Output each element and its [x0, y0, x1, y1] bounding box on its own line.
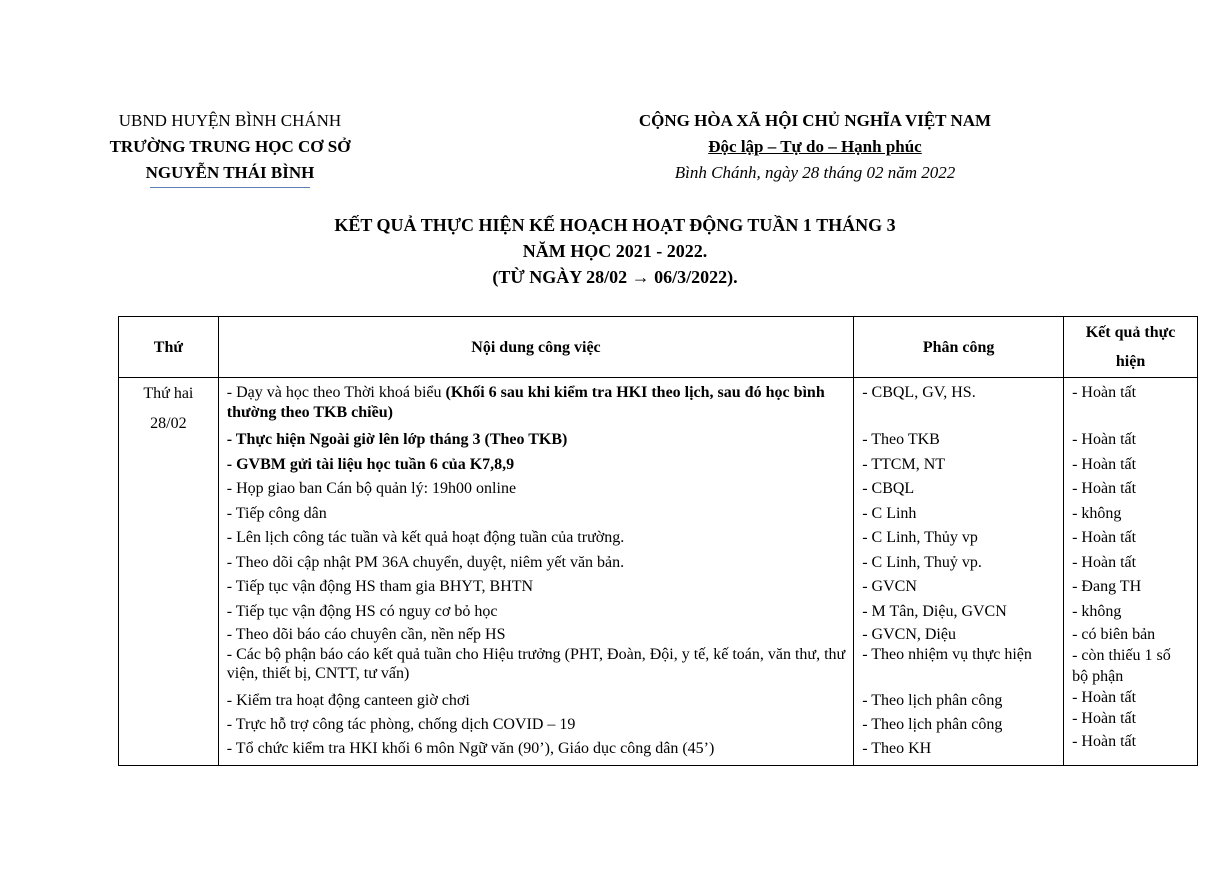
result-item: - không: [1072, 505, 1122, 522]
task-item: - Trực hỗ trợ công tác phòng, chống dịch COVID – 19: [226, 716, 576, 733]
results-cell: [1064, 378, 1198, 766]
result-item: - có biên bản: [1072, 626, 1156, 643]
assignment-item: - C Linh, Thuỷ vp.: [862, 554, 982, 571]
assignment-item: - CBQL: [862, 480, 915, 497]
day-cell: [119, 378, 219, 766]
result-item: - Hoàn tất: [1072, 456, 1137, 473]
result-item: - không: [1072, 603, 1122, 620]
document-title: [0, 212, 1230, 290]
issuer-block: [90, 108, 370, 188]
table-header-row: [119, 317, 1198, 378]
result-item: - Hoàn tất: [1072, 480, 1137, 497]
result-item: - Hoàn tất: [1072, 554, 1137, 571]
assignment-item: - TTCM, NT: [862, 456, 946, 473]
assignment-item: - GVCN: [862, 578, 917, 595]
task-item: - Thực hiện Ngoài giờ lên lớp tháng 3 (Theo TKB): [226, 431, 568, 448]
issuer-school-type: TRƯỜNG TRUNG HỌC CƠ SỞ: [109, 137, 351, 156]
assignment-item: - Theo lịch phân công: [862, 692, 1003, 709]
issuer-authority: UBND HUYỆN BÌNH CHÁNH: [118, 111, 342, 130]
title-line-2: NĂM HỌC 2021 - 2022.: [522, 241, 708, 261]
issuer-school-name: NGUYỄN THÁI BÌNH: [145, 163, 315, 182]
result-item: - Hoàn tất: [1072, 733, 1137, 750]
task-item: - Lên lịch công tác tuần và kết quả hoạt động tuần của trường.: [226, 529, 625, 546]
assignment-item: - M Tân, Diệu, GVCN: [862, 603, 1007, 620]
result-item: - Hoàn tất: [1072, 529, 1137, 546]
tasks-cell: [218, 378, 853, 766]
task-item: - Dạy và học theo Thời khoá biểu (Khối 6 sau khi kiểm tra HKI theo lịch, sau đó học bình thường theo TKB chiều): [226, 384, 825, 421]
result-item: - Hoàn tất: [1072, 710, 1137, 727]
task-item: - Theo dõi báo cáo chuyên cần, nền nếp HS: [226, 626, 506, 643]
national-motto: Độc lập – Tự do – Hạnh phúc: [708, 137, 922, 156]
table-row: [119, 378, 1198, 766]
task-item: - Theo dõi cập nhật PM 36A chuyển, duyệt, niêm yết văn bản.: [226, 554, 625, 571]
title-line-3: (TỪ NGÀY 28/02 → 06/3/2022).: [492, 267, 738, 287]
task-item: - Kiểm tra hoạt động canteen giờ chơi: [226, 692, 470, 709]
assignment-item: - Theo TKB: [862, 431, 940, 448]
task-item: - Tiếp tục vận động HS tham gia BHYT, BHTN: [226, 578, 534, 595]
activity-table: [118, 316, 1198, 766]
title-line-1: KẾT QUẢ THỰC HIỆN KẾ HOẠCH HOẠT ĐỘNG TUẦN 1 THÁNG 3: [334, 215, 896, 235]
assignment-item: - CBQL, GV, HS.: [862, 384, 976, 401]
result-item: - Hoàn tất: [1072, 384, 1137, 401]
country-name: CỘNG HÒA XÃ HỘI CHỦ NGHĨA VIỆT NAM: [638, 111, 992, 130]
document-date: Bình Chánh, ngày 28 tháng 02 năm 2022: [674, 163, 956, 182]
header-content: Nội dung công việc: [218, 317, 853, 378]
national-header: [600, 108, 1030, 186]
result-item: - Hoàn tất: [1072, 689, 1137, 706]
assignment-item: - Theo lịch phân công: [862, 716, 1003, 733]
assignment-item: - C Linh, Thủy vp: [862, 529, 978, 546]
task-item: - GVBM gửi tài liệu học tuần 6 của K7,8,9: [226, 456, 515, 473]
result-item: - Hoàn tất: [1072, 431, 1137, 448]
day-name: Thứ hai: [143, 385, 194, 402]
result-item: - Đang TH: [1072, 578, 1142, 595]
task-item: - Tiếp công dân: [226, 505, 327, 522]
header-assign: Phân công: [854, 317, 1064, 378]
task-item: - Tổ chức kiểm tra HKI khối 6 môn Ngữ văn (90’), Giáo dục công dân (45’): [226, 740, 715, 757]
issuer-divider: [150, 187, 310, 188]
header-result: Kết quả thực hiện: [1064, 317, 1198, 378]
assignment-item: - Theo KH: [862, 740, 932, 757]
assignment-item: - C Linh: [862, 505, 917, 522]
result-item: - còn thiếu 1 số bộ phận: [1072, 647, 1171, 685]
task-item: - Tiếp tục vận động HS có nguy cơ bỏ học: [226, 603, 498, 620]
task-item: - Các bộ phận báo cáo kết quả tuần cho Hiệu trưởng (PHT, Đoàn, Đội, y tế, kế toán, văn thư, thư viện, thiết bị, CNTT, tư vấn): [226, 646, 846, 682]
assignment-item: - Theo nhiệm vụ thực hiện: [862, 646, 1032, 663]
day-date: 28/02: [150, 415, 187, 432]
assignments-cell: [854, 378, 1064, 766]
task-item: - Họp giao ban Cán bộ quản lý: 19h00 online: [226, 480, 517, 497]
header-day: Thứ: [119, 317, 219, 378]
assignment-item: - GVCN, Diệu: [862, 626, 956, 643]
